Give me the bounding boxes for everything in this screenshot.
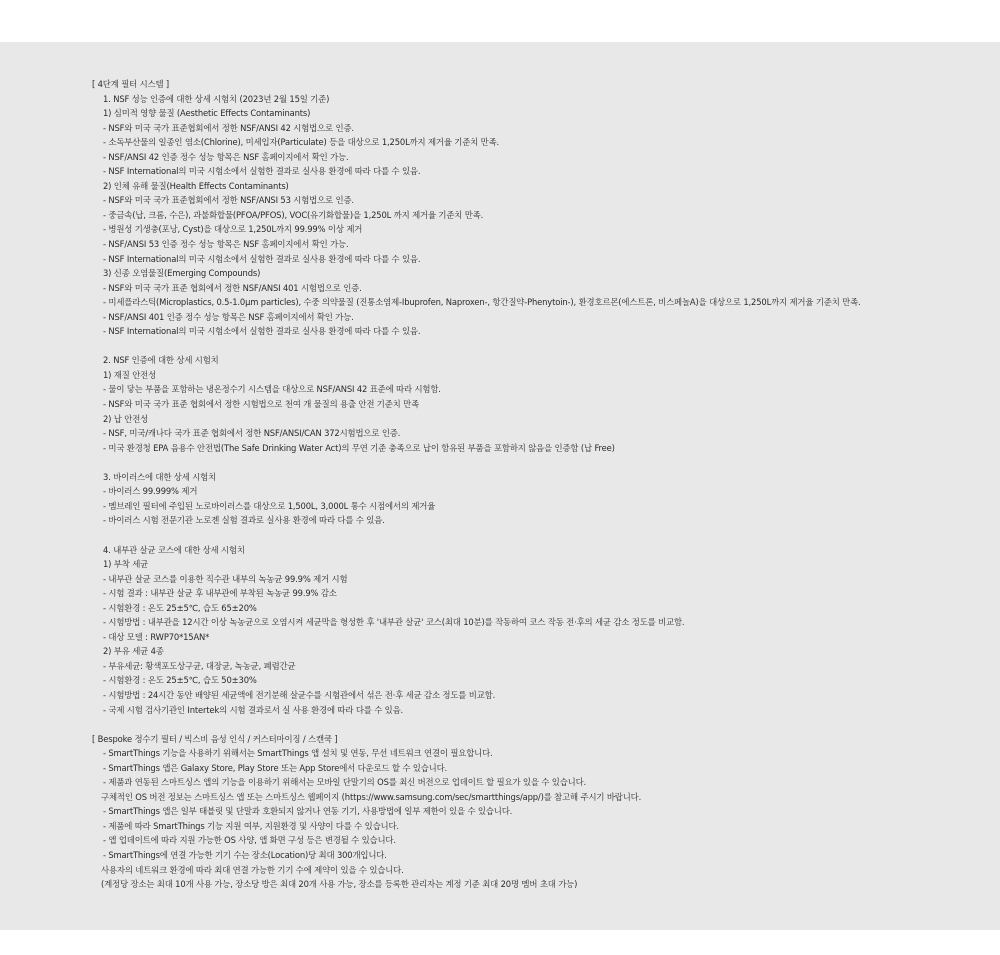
spec-line: - SmartThings 기능을 사용하기 위해서는 SmartThings 앱 설치 및 연동, 무선 네트워크 연결이 필요합니다. [103, 748, 493, 759]
spec-line: - 바이러스 99.999% 제거 [103, 486, 198, 497]
spec-line: - NSF International의 미국 시험소에서 실험한 결과로 실사용 환경에 따라 다를 수 있음. [103, 326, 421, 337]
spec-line: 2) 인체 유해 물질(Health Effects Contaminants) [103, 180, 289, 191]
section-spacer [92, 528, 982, 543]
spec-line: 3) 신종 오염물질(Emerging Compounds) [103, 268, 261, 279]
spec-line: - 중금속(납, 크롬, 수은), 과불화합물(PFOA/PFOS), VOC(유기화합물)을 1,250L 까지 제거율 기준치 만족. [103, 209, 484, 220]
spec-line: - NSF, 미국/캐나다 국가 표준 협회에서 정한 NSF/ANSI/CAN 372시험법으로 인증. [103, 428, 401, 439]
spec-line: 4. 내부관 살균 코스에 대한 상세 시험치 [103, 544, 245, 555]
spec-notes-content [92, 77, 982, 892]
section-heading: [ Bespoke 정수기 필터 / 빅스비 음성 인식 / 커스터마이징 / 스캔쿡 ] [92, 733, 338, 744]
spec-line: - NSF International의 미국 시험소에서 실험한 결과로 실사용 환경에 따라 다를 수 있음. [103, 166, 421, 177]
spec-line: - NSF International의 미국 시험소에서 실험한 결과로 실사용 환경에 따라 다를 수 있음. [103, 253, 421, 264]
section-heading: [ 4단계 필터 시스템 ] [92, 79, 170, 89]
spec-line: - 미국 환경청 EPA 음용수 안전법(The Safe Drinking Water Act)의 무연 기준 충족으로 납이 함유된 부품을 포함하지 않음을 인증함 (납 Free) [103, 442, 615, 453]
spec-line: - 제품에 따라 SmartThings 기능 지원 여부, 지원환경 및 사양이 다를 수 있습니다. [103, 820, 399, 831]
spec-line: - 바이러스 시험 전문기관 노로젠 실험 결과로 실사용 환경에 따라 다를 수 있음. [103, 515, 385, 526]
spec-line: (계정당 장소는 최대 10개 사용 가능, 장소당 방은 최대 20개 사용 가능, 장소를 등록한 관리자는 계정 기준 최대 20명 멤버 초대 가능) [101, 879, 578, 890]
spec-line: 사용자의 네트워크 환경에 따라 최대 연결 가능한 기기 수에 제약이 있을 수 있습니다. [101, 864, 404, 875]
spec-line: 1) 재질 안전성 [103, 369, 157, 380]
spec-line: - 내부관 살균 코스를 이용한 직수관 내부의 녹농균 99.9% 제거 시험 [103, 573, 348, 584]
spec-line: - 멤브레인 필터에 주입된 노로바이러스를 대상으로 1,500L, 3,000L 통수 시점에서의 제거율 [103, 500, 436, 511]
spec-line: 1) 부착 세균 [103, 559, 149, 570]
spec-line: - 제품과 연동된 스마트싱스 앱의 기능을 이용하기 위해서는 모바일 단말기의 OS를 최신 버전으로 업데이트 할 필요가 있을 수 있습니다. [103, 777, 587, 788]
spec-line: 3. 바이러스에 대한 상세 시험치 [103, 471, 217, 482]
spec-line: - 시험환경 : 온도 25±5℃, 습도 50±30% [103, 675, 257, 686]
spec-line: - 시험방법 : 24시간 동안 배양된 세균액에 전기분해 살균수를 시험관에서 섞은 전·후 세균 감소 정도를 비교함. [103, 689, 496, 700]
spec-line: 1) 심미적 영향 물질 (Aesthetic Effects Contaminants) [103, 108, 311, 119]
spec-line: 2) 납 안전성 [103, 413, 149, 424]
section-spacer [92, 455, 982, 470]
spec-line: 2. NSF 인증에 대한 상세 시험치 [103, 355, 219, 366]
spec-line: - SmartThings 앱은 일부 태블릿 및 단말과 호환되지 않거나 연동 기기, 사용방법에 일부 제한이 있을 수 있습니다. [103, 806, 513, 817]
spec-line: - SmartThings 앱은 Galaxy Store, Play Store 또는 App Store에서 다운로드 할 수 있습니다. [103, 762, 448, 773]
spec-line: - 병원성 기생충(포낭, Cyst)을 대상으로 1,250L까지 99.99% 이상 제거 [103, 224, 363, 235]
spec-line: 구체적인 OS 버전 정보는 스마트싱스 앱 또는 스마트싱스 웹페이지 (https://www.samsung.com/sec/smartthings/app/)를 참고해 주시기 바랍니다. [101, 791, 642, 802]
spec-line: - 부유세균: 황색포도상구균, 대장균, 녹농균, 폐렴간균 [103, 660, 296, 671]
section-spacer [92, 717, 982, 732]
spec-line: - 앱 업데이트에 따라 지원 가능한 OS 사양, 앱 화면 구성 등은 변경될 수 있습니다. [103, 835, 396, 846]
spec-line: 2) 부유 세균 4종 [103, 646, 164, 657]
spec-line: - 대상 모델 : RWP70*15AN* [103, 631, 210, 642]
section-spacer [92, 339, 982, 354]
spec-line: - 소독부산물의 일종인 염소(Chlorine), 미세입자(Particulate) 등을 대상으로 1,250L까지 제거율 기준치 만족. [103, 137, 500, 148]
spec-line: - NSF와 미국 국가 표준협회에서 정한 NSF/ANSI 53 시험법으로 인증. [103, 195, 354, 206]
spec-line: - 물이 닿는 부품을 포함하는 냉온정수기 시스템을 대상으로 NSF/ANSI 42 표준에 따라 시험함. [103, 384, 441, 395]
spec-line: - NSF/ANSI 401 인증 정수 성능 항목은 NSF 홈페이지에서 확인 가능. [103, 311, 354, 322]
spec-line: - NSF와 미국 국가 표준 협회에서 정한 시험법으로 천여 개 물질의 용출 안전 기준치 만족 [103, 399, 420, 410]
spec-line: - 시험환경 : 온도 25±5℃, 습도 65±20% [103, 602, 257, 613]
spec-line: - 시험방법 : 내부관을 12시간 이상 녹농균으로 오염시켜 세균막을 형성한 후 '내부관 살균' 코스(최대 10분)를 작동하여 코스 작동 전·후의 세균 감소 정도를 비교함. [103, 617, 685, 628]
spec-line: - NSF와 미국 국가 표준협회에서 정한 NSF/ANSI 42 시험법으로 인증. [103, 122, 354, 133]
spec-line: - NSF/ANSI 53 인증 정수 성능 항목은 NSF 홈페이지에서 확인 가능. [103, 239, 349, 250]
spec-line: - NSF/ANSI 42 인증 정수 성능 항목은 NSF 홈페이지에서 확인 가능. [103, 151, 349, 162]
spec-line: - NSF와 미국 국가 표준 협회에서 정한 NSF/ANSI 401 시험법으로 인증. [103, 282, 362, 293]
spec-line: - SmartThings에 연결 가능한 기기 수는 장소(Location)당 최대 300개입니다. [103, 849, 387, 860]
spec-line: - 미세플라스틱(Microplastics, 0.5-1.0μm particles), 수중 의약물질 (진통소염제-Ibuprofen, Naproxen-, 항간질약-Phenytoin-), 환경호르몬(에스트론, 비스페놀A)을 대상으로 1,250L까지 제거율 기준치 만족. [103, 297, 861, 308]
spec-notes-panel [0, 42, 1000, 930]
spec-line: 1. NSF 성능 인증에 대한 상세 시험치 (2023년 2월 15일 기준) [103, 93, 330, 104]
spec-line: - 국제 시험 검사기관인 Intertek의 시험 결과로서 실 사용 환경에 따라 다를 수 있음. [103, 704, 404, 715]
spec-line: - 시험 결과 : 내부관 살균 후 내부관에 부착된 녹농균 99.9% 감소 [103, 588, 337, 599]
